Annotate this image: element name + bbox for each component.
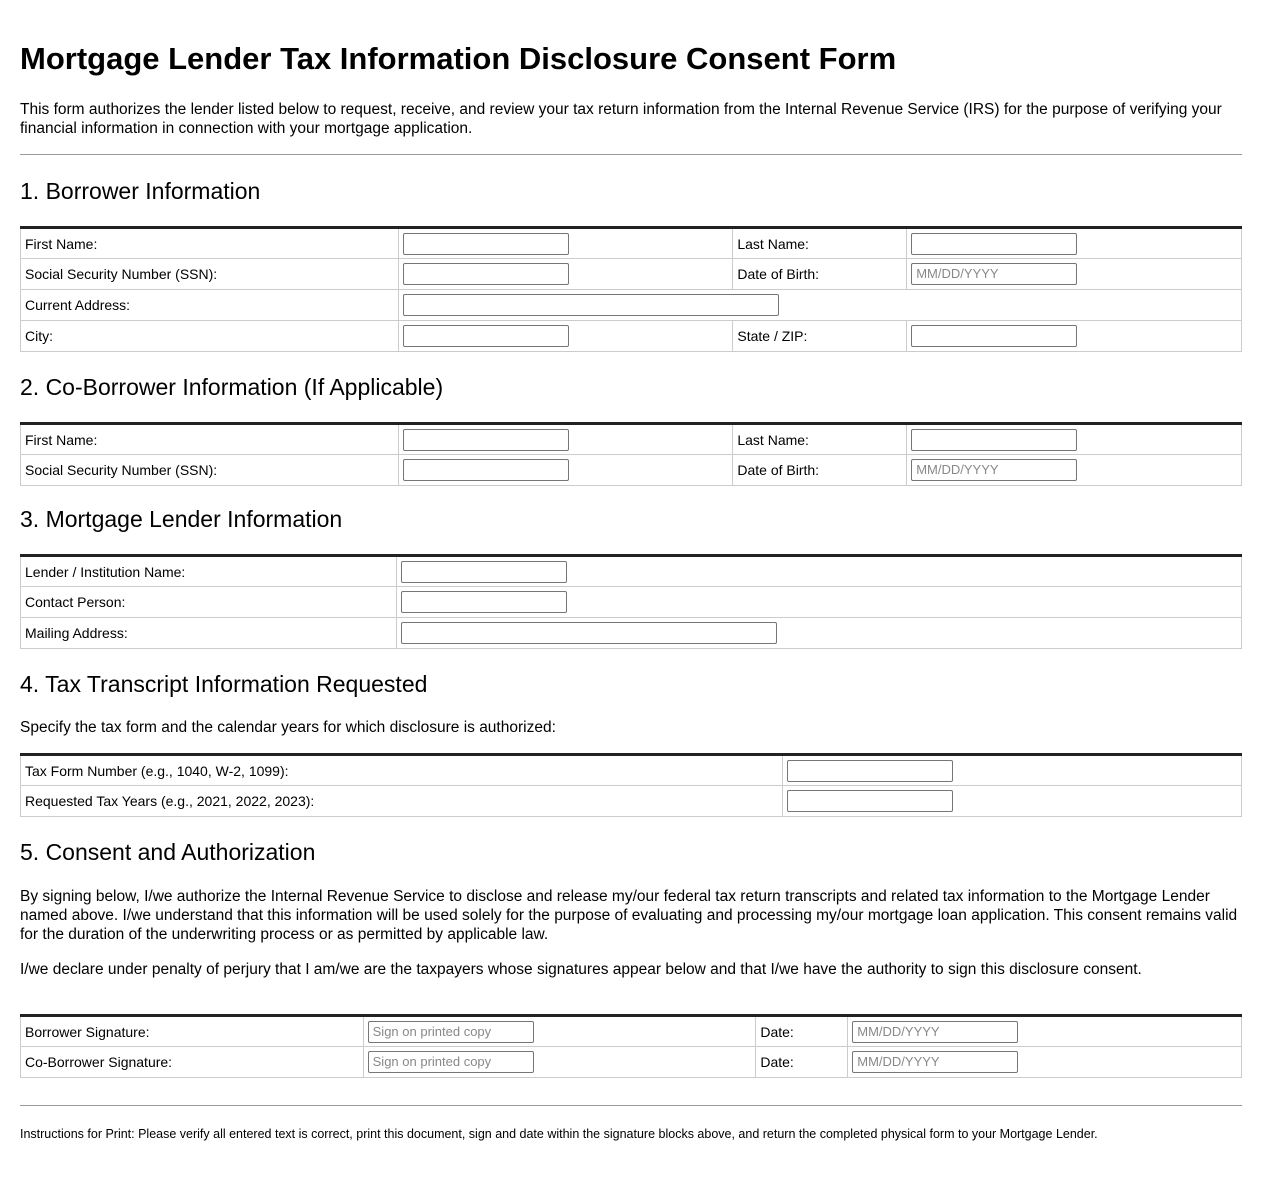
- borrower-last-name-field[interactable]: [911, 233, 1077, 255]
- field-label: Date of Birth:: [733, 259, 907, 290]
- coborrower-first-name-field[interactable]: [403, 429, 569, 451]
- field-label: First Name:: [21, 424, 399, 455]
- lender-contact-field[interactable]: [401, 591, 567, 613]
- signature-table: [20, 1014, 1242, 1078]
- borrower-first-name-field[interactable]: [403, 233, 569, 255]
- table-row: [21, 786, 1242, 817]
- borrower-ssn-field[interactable]: [403, 263, 569, 285]
- table-row: [21, 755, 1242, 786]
- field-label: Last Name:: [733, 424, 907, 455]
- coborrower-signature-date-field[interactable]: MM/DD/YYYY: [852, 1051, 1018, 1073]
- field-label: City:: [21, 321, 399, 352]
- borrower-dob-field[interactable]: MM/DD/YYYY: [911, 263, 1077, 285]
- field-label: Date:: [756, 1016, 848, 1047]
- transcript-instruction: Specify the tax form and the calendar years for which disclosure is authorized:: [20, 719, 556, 736]
- field-label: Co-Borrower Signature:: [21, 1047, 364, 1078]
- section-heading-lender: 3. Mortgage Lender Information: [20, 506, 343, 532]
- table-row: [21, 1016, 1242, 1047]
- borrower-address-field[interactable]: [403, 294, 779, 316]
- coborrower-table: [20, 422, 1242, 486]
- table-row: [21, 290, 1242, 321]
- field-label: Lender / Institution Name:: [21, 556, 397, 587]
- field-label: Current Address:: [21, 290, 399, 321]
- table-row: [21, 228, 1242, 259]
- table-row: [21, 1047, 1242, 1078]
- tax-years-field[interactable]: [787, 790, 953, 812]
- page-title: Mortgage Lender Tax Information Disclosure Consent Form: [20, 41, 897, 76]
- borrower-city-field[interactable]: [403, 325, 569, 347]
- borrower-table: [20, 226, 1242, 352]
- section-heading-consent: 5. Consent and Authorization: [20, 839, 316, 865]
- field-label: Social Security Number (SSN):: [21, 455, 399, 486]
- lender-table: [20, 554, 1242, 649]
- intro-paragraph: This form authorizes the lender listed below to request, receive, and review your tax return information from the Internal Revenue Service (IRS) for the purpose of verifying your financial information in connection with your mortgage application.: [20, 101, 1222, 137]
- field-label: Date of Birth:: [733, 455, 907, 486]
- field-label: Last Name:: [733, 228, 907, 259]
- field-label: Requested Tax Years (e.g., 2021, 2022, 2023):: [21, 786, 783, 817]
- coborrower-signature-field[interactable]: Sign on printed copy: [368, 1051, 534, 1073]
- coborrower-last-name-field[interactable]: [911, 429, 1077, 451]
- table-row: [21, 556, 1242, 587]
- table-row: [21, 321, 1242, 352]
- lender-name-field[interactable]: [401, 561, 567, 583]
- field-label: Tax Form Number (e.g., 1040, W-2, 1099):: [21, 755, 783, 786]
- tax-form-number-field[interactable]: [787, 760, 953, 782]
- coborrower-ssn-field[interactable]: [403, 459, 569, 481]
- borrower-signature-date-field[interactable]: MM/DD/YYYY: [852, 1021, 1018, 1043]
- coborrower-dob-field[interactable]: MM/DD/YYYY: [911, 459, 1077, 481]
- field-label: Mailing Address:: [21, 618, 397, 649]
- perjury-declaration: I/we declare under penalty of perjury that I am/we are the taxpayers whose signatures appear below and that I/we have the authority to sign this disclosure consent.: [20, 961, 1142, 978]
- transcript-table: [20, 753, 1242, 817]
- header-divider: [20, 154, 1242, 155]
- field-label: Contact Person:: [21, 587, 397, 618]
- footer-divider: [20, 1105, 1242, 1106]
- consent-paragraph: By signing below, I/we authorize the Internal Revenue Service to disclose and release my/our federal tax return transcripts and related tax information to the Mortgage Lender named above. I/we understand that this information will be used solely for the purpose of evaluating and processing my/our mortgage loan application. This consent remains valid for the duration of the underwriting process or as permitted by applicable law.: [20, 888, 1238, 943]
- table-row: [21, 259, 1242, 290]
- section-heading-transcript: 4. Tax Transcript Information Requested: [20, 671, 428, 697]
- borrower-signature-field[interactable]: Sign on printed copy: [368, 1021, 534, 1043]
- table-row: [21, 618, 1242, 649]
- print-instructions: Instructions for Print: Please verify all entered text is correct, print this document, sign and date within the signature blocks above, and return the completed physical form to your Mortgage Lender.: [20, 1127, 1098, 1141]
- field-label: First Name:: [21, 228, 399, 259]
- table-row: [21, 587, 1242, 618]
- lender-mailing-address-field[interactable]: [401, 622, 777, 644]
- field-label: State / ZIP:: [733, 321, 907, 352]
- field-label: Borrower Signature:: [21, 1016, 364, 1047]
- section-heading-coborrower: 2. Co-Borrower Information (If Applicable): [20, 374, 444, 400]
- field-label: Social Security Number (SSN):: [21, 259, 399, 290]
- table-row: [21, 424, 1242, 455]
- table-row: [21, 455, 1242, 486]
- section-heading-borrower: 1. Borrower Information: [20, 178, 261, 204]
- borrower-state-zip-field[interactable]: [911, 325, 1077, 347]
- field-label: Date:: [756, 1047, 848, 1078]
